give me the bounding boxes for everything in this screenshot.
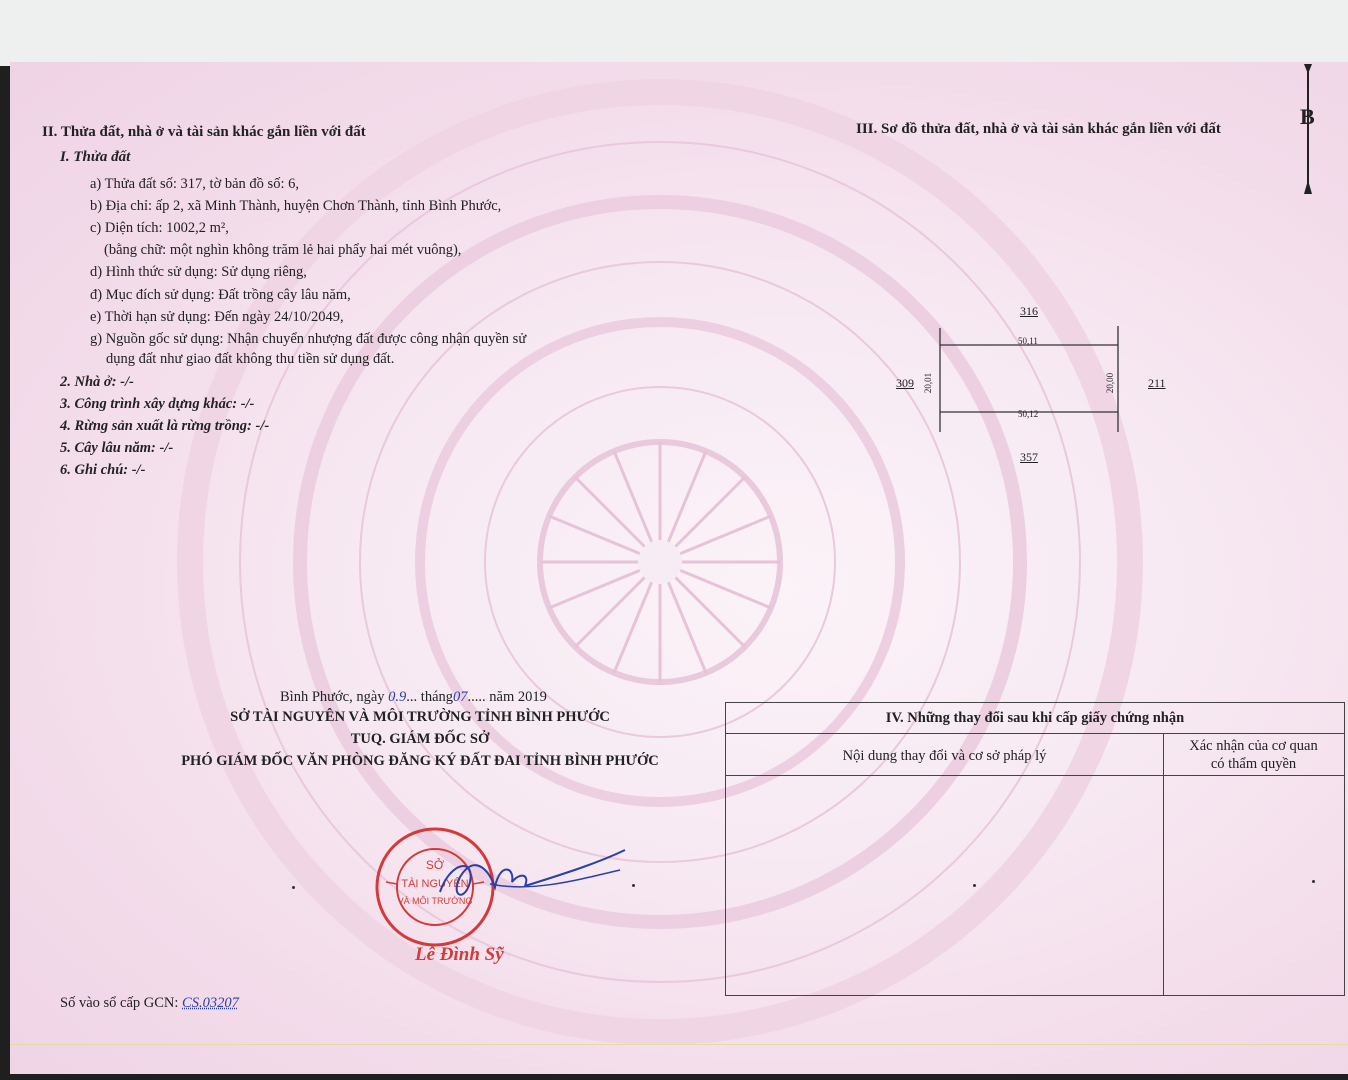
signed-day: 0.9 <box>388 689 407 705</box>
perennial-tree-item: 5. Cây lâu năm: -/- <box>60 440 174 456</box>
area-line: c) Diện tích: 1002,2 m², <box>90 220 229 236</box>
mark-dot <box>292 886 295 889</box>
signer-name: Lê Đình Sỹ <box>415 944 504 965</box>
section-3-title: III. Sơ đồ thửa đất, nhà ở và tài sản khác gắn liền với đất <box>856 121 1221 137</box>
registry-number-line <box>60 994 239 1012</box>
dimension-left: 20,01 <box>923 372 934 394</box>
area-in-words: (bằng chữ: một nghìn không trăm lẻ hai phẩy hai mét vuông), <box>104 242 462 258</box>
changes-table <box>725 702 1345 996</box>
mark-dot <box>632 884 635 887</box>
address-line: b) Địa chỉ: ấp 2, xã Minh Thành, huyện Chơn Thành, tỉnh Bình Phước, <box>90 198 502 214</box>
neighbor-west: 309 <box>896 376 914 390</box>
authorization-line: TUQ. GIÁM ĐỐC SỞ <box>350 731 490 747</box>
usage-purpose-line: đ) Mục đích sử dụng: Đất trồng cây lâu năm, <box>90 287 351 303</box>
plot-number-line: a) Thửa đất số: 317, tờ bản đồ số: 6, <box>90 176 299 192</box>
place-date-line: Bình Phước, ngày 0.9... tháng07..... năm 2019 <box>280 689 547 705</box>
confirmation-header-line-1: Xác nhận của cơ quan <box>1189 738 1318 754</box>
dimension-top: 50,11 <box>1018 336 1038 346</box>
page-side-mark: B <box>1300 104 1315 129</box>
usage-term-line: e) Thời hạn sử dụng: Đến ngày 24/10/2049, <box>90 309 344 325</box>
other-construction-item: 3. Công trình xây dựng khác: -/- <box>60 396 255 412</box>
land-plot-heading: I. Thửa đất <box>60 149 131 165</box>
signer-position: PHÓ GIÁM ĐỐC VĂN PHÒNG ĐĂNG KÝ ĐẤT ĐAI TỈNH BÌNH PHƯỚC <box>181 753 659 769</box>
confirmation-header-line-2: có thẩm quyền <box>1210 756 1297 772</box>
usage-form-line: d) Hình thức sử dụng: Sử dụng riêng, <box>90 264 307 280</box>
usage-origin-line-1: g) Nguồn gốc sử dụng: Nhận chuyển nhượng đất được công nhận quyền sử <box>90 331 527 347</box>
seal-text-1: SỞ <box>425 858 445 872</box>
change-content-header: Nội dung thay đổi và cơ sở pháp lý <box>842 748 1047 764</box>
neighbor-east: 211 <box>1148 376 1166 390</box>
seal-text-2: TÀI NGUYÊN <box>401 878 469 890</box>
neighbor-south: 357 <box>1020 450 1038 464</box>
changes-table-title-row <box>726 703 1344 734</box>
usage-origin-line-2: dụng đất như giao đất không thu tiền sử dụng đất. <box>106 351 395 367</box>
registry-number: CS.03207 <box>182 995 239 1011</box>
certificate-page <box>10 62 1348 1074</box>
dimension-bottom: 50,12 <box>1018 409 1039 419</box>
planted-forest-item: 4. Rừng sản xuất là rừng trồng: -/- <box>60 418 270 434</box>
dimension-right: 20,00 <box>1105 372 1116 394</box>
section-2-title: II. Thửa đất, nhà ở và tài sản khác gắn liền với đất <box>42 124 366 140</box>
registry-label: Số vào sổ cấp GCN: <box>60 995 179 1011</box>
signed-month: 07 <box>453 689 468 705</box>
issuing-department: SỞ TÀI NGUYÊN VÀ MÔI TRƯỜNG TỈNH BÌNH PHƯỚC <box>230 709 610 725</box>
page-bottom-rule <box>10 1044 1348 1045</box>
handwritten-signature <box>420 842 630 912</box>
house-item: 2. Nhà ở: -/- <box>60 374 134 390</box>
section-4-title: IV. Những thay đổi sau khi cấp giấy chứng nhận <box>885 710 1185 726</box>
viewer-top-bar <box>0 0 1348 66</box>
seal-text-3: VÀ MÔI TRƯỜNG <box>397 896 473 906</box>
notes-item: 6. Ghi chú: -/- <box>60 462 146 478</box>
neighbor-north: 316 <box>1020 304 1038 318</box>
